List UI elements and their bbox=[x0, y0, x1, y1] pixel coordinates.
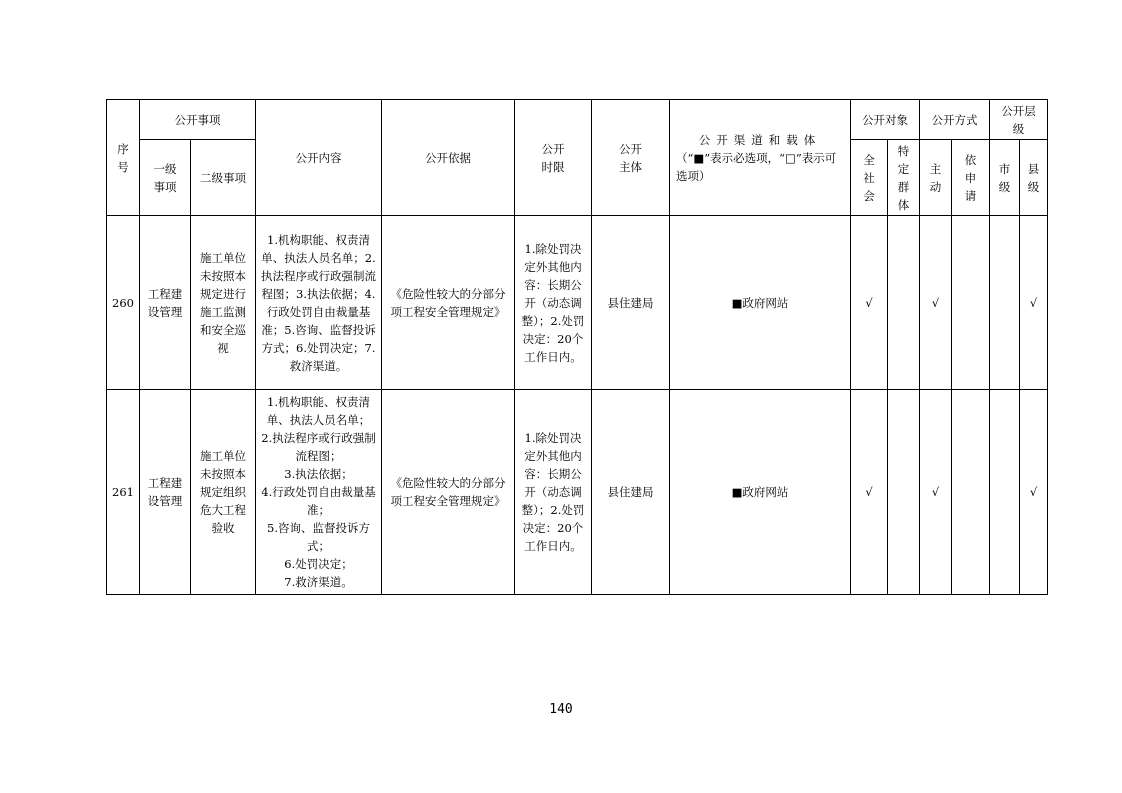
header-level-city: 市级 bbox=[990, 140, 1020, 216]
row-level2: 施工单位未按照本规定组织危大工程验收 bbox=[191, 390, 256, 595]
header-level-county: 县级 bbox=[1020, 140, 1048, 216]
header-mode-group: 公开方式 bbox=[920, 100, 990, 140]
header-audience-group: 公开对象 bbox=[851, 100, 920, 140]
header-row-1 bbox=[107, 100, 1048, 140]
row-audience-all: √ bbox=[851, 390, 888, 595]
row-mode-active: √ bbox=[920, 216, 952, 390]
content-line: 2.执法程序或行政强制流程图； bbox=[261, 431, 376, 463]
row-mode-request bbox=[952, 390, 990, 595]
channel-note: （“■”表示必选项，“□”表示可选项） bbox=[676, 150, 837, 183]
row-basis: 《危险性较大的分部分项工程安全管理规定》 bbox=[382, 390, 515, 595]
header-items-group: 公开事项 bbox=[140, 100, 256, 140]
content-line: 5.咨询、监督投诉方式； bbox=[267, 521, 370, 553]
row-mode-active: √ bbox=[920, 390, 952, 595]
header-subject: 公开主体 bbox=[592, 100, 670, 216]
row-audience-all: √ bbox=[851, 216, 888, 390]
row-audience-specific bbox=[888, 390, 920, 595]
header-content: 公开内容 bbox=[256, 100, 382, 216]
row-content: 1.机构职能、权责清单、执法人员名单；2.执法程序或行政强制流程图；3.执法依据；4.行政处罚自由裁量基准；5.咨询、监督投诉方式；6.处罚决定；7.救济渠道。 bbox=[256, 216, 382, 390]
header-level1: 一级事项 bbox=[140, 140, 191, 216]
disclosure-table bbox=[106, 99, 1048, 595]
header-basis: 公开依据 bbox=[382, 100, 515, 216]
row-level-county: √ bbox=[1020, 216, 1048, 390]
row-index: 260 bbox=[107, 216, 140, 390]
row-level2: 施工单位未按照本规定进行施工监测和安全巡视 bbox=[191, 216, 256, 390]
row-time-limit: 1.除处罚决定外其他内容：长期公开（动态调整）；2.处罚决定：20个工作日内。 bbox=[515, 216, 592, 390]
row-level-city bbox=[990, 216, 1020, 390]
row-content bbox=[256, 390, 382, 595]
row-time-limit: 1.除处罚决定外其他内容：长期公开（动态调整）；2.处罚决定：20个工作日内。 bbox=[515, 390, 592, 595]
header-audience-all: 全社会 bbox=[851, 140, 888, 216]
row-index: 261 bbox=[107, 390, 140, 595]
row-level-county: √ bbox=[1020, 390, 1048, 595]
header-index: 序号 bbox=[107, 100, 140, 216]
header-mode-active: 主动 bbox=[920, 140, 952, 216]
row-subject: 县住建局 bbox=[592, 390, 670, 595]
row-basis: 《危险性较大的分部分项工程安全管理规定》 bbox=[382, 216, 515, 390]
content-line: 1.机构职能、权责清单、执法人员名单； bbox=[266, 395, 371, 427]
row-channel: ■政府网站 bbox=[670, 390, 851, 595]
content-line: 3.执法依据； bbox=[284, 467, 353, 481]
table-row bbox=[107, 390, 1048, 595]
table-row bbox=[107, 216, 1048, 390]
header-channel bbox=[670, 100, 851, 216]
header-level2: 二级事项 bbox=[191, 140, 256, 216]
header-audience-specific: 特定群体 bbox=[888, 140, 920, 216]
channel-title: 公开渠道和载体 bbox=[698, 132, 822, 147]
row-channel: ■政府网站 bbox=[670, 216, 851, 390]
header-time-limit: 公开时限 bbox=[515, 100, 592, 216]
row-subject: 县住建局 bbox=[592, 216, 670, 390]
row-mode-request bbox=[952, 216, 990, 390]
content-line: 7.救济渠道。 bbox=[284, 575, 353, 589]
content-line: 4.行政处罚自由裁量基准； bbox=[261, 485, 376, 517]
row-level1: 工程建设管理 bbox=[140, 216, 191, 390]
header-level-group: 公开层级 bbox=[990, 100, 1048, 140]
header-mode-request: 依申请 bbox=[952, 140, 990, 216]
row-level1: 工程建设管理 bbox=[140, 390, 191, 595]
content-line: 6.处罚决定； bbox=[284, 557, 353, 571]
row-audience-specific bbox=[888, 216, 920, 390]
page-number: 140 bbox=[549, 702, 573, 717]
row-level-city bbox=[990, 390, 1020, 595]
